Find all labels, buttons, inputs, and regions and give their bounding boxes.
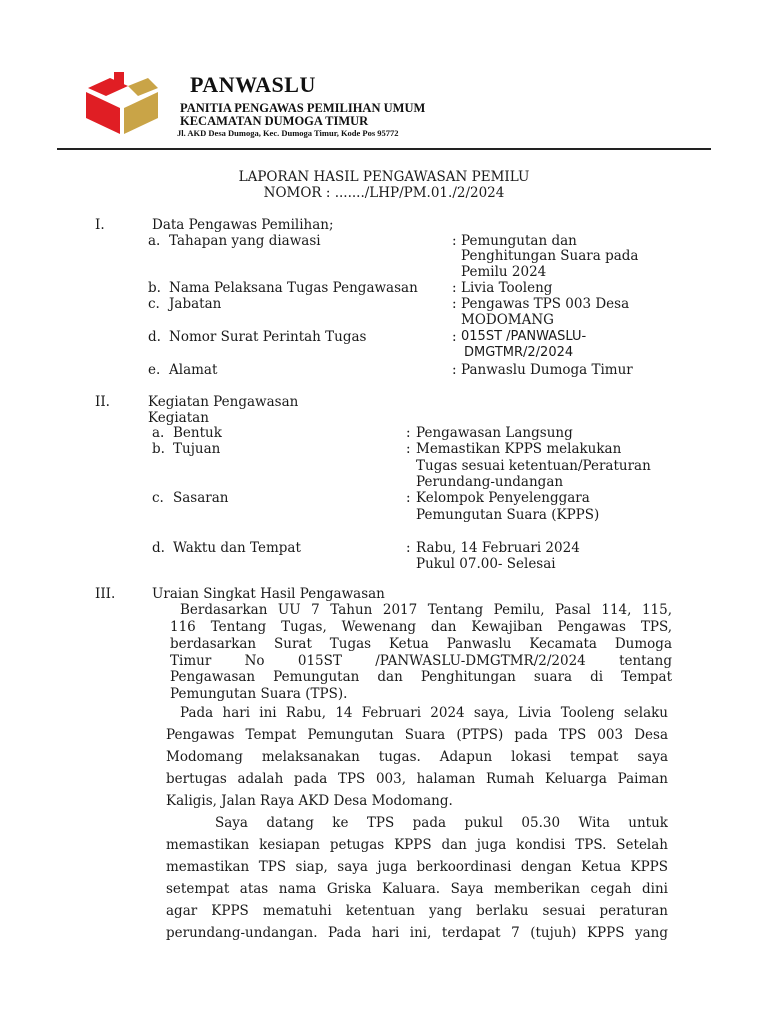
section-2-subheading: Kegiatan	[148, 410, 209, 426]
s2-item-value: Pukul 07.00- Selesai	[416, 556, 556, 572]
paragraph-2-line: Pada hari ini Rabu, 14 Februari 2024 saya, Livia Tooleng selaku	[180, 705, 668, 721]
report-title: LAPORAN HASIL PENGAWASAN PEMILU	[238, 169, 530, 185]
s1-item-value: 015ST /PANWASLU-	[461, 329, 587, 344]
s1-item-label: Jabatan	[169, 296, 222, 312]
s2-item-value: Perundang-undangan	[416, 474, 564, 490]
paragraph-3-line: setempat atas nama Griska Kaluara. Saya memberikan cegah dini	[166, 881, 668, 897]
paragraph-2-line: Kaligis, Jalan Raya AKD Desa Modomang.	[166, 793, 453, 809]
paragraph-1-line: Pengawasan Pemungutan dan Penghitungan suara di Tempat	[170, 669, 672, 685]
paragraph-3-line: memastikan TPS siap, saya juga berkoordinasi dengan Ketua KPPS	[166, 859, 668, 875]
s1-item-colon: :	[452, 233, 457, 249]
s2-item-value: Pengawasan Langsung	[416, 425, 573, 441]
s2-item-colon: :	[406, 540, 411, 556]
s2-item-letter: c.	[152, 490, 164, 506]
logo-box-left-face	[86, 92, 120, 134]
paragraph-1-line: 116 Tentang Tugas, Wewenang dan Kewajiban Pengawas TPS,	[170, 619, 672, 635]
s1-item-letter: a.	[148, 233, 161, 249]
paragraph-1-line: berdasarkan Surat Tugas Ketua Panwaslu Kecamata Dumoga	[170, 636, 672, 652]
s2-item-letter: a.	[152, 425, 165, 441]
paragraph-2-line: bertugas adalah pada TPS 003, halaman Rumah Keluarga Paiman	[166, 771, 668, 787]
s2-item-label: Waktu dan Tempat	[173, 540, 301, 556]
org-address: Jl. AKD Desa Dumoga, Kec. Dumoga Timur, Kode Pos 95772	[177, 128, 399, 138]
s1-item-letter: e.	[148, 362, 161, 378]
paragraph-2-line: Pengawas Tempat Pemungutan Suara (PTPS) pada TPS 003 Desa	[166, 727, 668, 743]
s1-item-value: Penghitungan Suara pada	[461, 248, 639, 264]
section-3-number: III.	[95, 586, 116, 602]
section-1-heading: Data Pengawas Pemilihan;	[152, 217, 334, 233]
s1-item-value: DMGTMR/2/2024	[464, 345, 574, 360]
section-3-heading: Uraian Singkat Hasil Pengawasan	[152, 586, 385, 602]
s2-item-value: Memastikan KPPS melakukan	[416, 441, 622, 457]
s1-item-colon: :	[452, 362, 457, 378]
paragraph-3-line: perundang-undangan. Pada hari ini, terdapat 7 (tujuh) KPPS yang	[166, 925, 668, 941]
paragraph-1-line: Pemungutan Suara (TPS).	[170, 686, 348, 702]
section-2-number: II.	[95, 394, 110, 410]
s2-item-label: Sasaran	[173, 490, 229, 506]
paragraph-2-line: Modomang melaksanakan tugas. Adapun lokasi tempat saya	[166, 749, 668, 765]
paragraph-1-line: Timur No 015ST /PANWASLU-DMGTMR/2/2024 tentang	[170, 653, 672, 669]
s1-item-letter: d.	[148, 329, 161, 345]
org-subtitle-1: PANITIA PENGAWAS PEMILIHAN UMUM	[180, 101, 426, 115]
s2-item-colon: :	[406, 425, 411, 441]
s2-item-label: Bentuk	[173, 425, 222, 441]
s1-item-colon: :	[452, 296, 457, 312]
org-name: PANWASLU	[190, 72, 316, 97]
paragraph-3-line: agar KPPS mematuhi ketentuan yang berlaku sesuai peraturan	[166, 903, 668, 919]
paragraph-3-line: Saya datang ke TPS pada pukul 05.30 Wita untuk	[215, 815, 668, 831]
s1-item-value: MODOMANG	[461, 312, 554, 328]
s1-item-letter: b.	[148, 280, 161, 296]
s1-item-label: Nomor Surat Perintah Tugas	[169, 329, 367, 345]
paragraph-3-line: memastikan kesiapan petugas KPPS dan juga kondisi TPS. Setelah	[166, 837, 668, 853]
s1-item-value: Livia Tooleng	[461, 280, 553, 296]
s1-item-label: Tahapan yang diawasi	[169, 233, 321, 249]
section-2-heading: Kegiatan Pengawasan	[148, 394, 299, 410]
s1-item-colon: :	[452, 329, 457, 345]
panwaslu-logo	[84, 70, 160, 136]
section-1-number: I.	[95, 217, 105, 233]
paragraph-1-line: Berdasarkan UU 7 Tahun 2017 Tentang Pemilu, Pasal 114, 115,	[180, 602, 672, 618]
s2-item-colon: :	[406, 441, 411, 457]
s2-item-value: Rabu, 14 Februari 2024	[416, 540, 580, 556]
logo-box-flap-right	[128, 78, 158, 96]
s1-item-label: Nama Pelaksana Tugas Pengawasan	[169, 280, 418, 296]
s1-item-value: Panwaslu Dumoga Timur	[461, 362, 633, 378]
s2-item-value: Kelompok Penyelenggara	[416, 490, 590, 506]
logo-box-right-face	[124, 92, 158, 134]
s2-item-label: Tujuan	[173, 441, 221, 457]
s1-item-value: Pemilu 2024	[461, 264, 547, 280]
header-divider	[57, 148, 711, 150]
s2-item-letter: d.	[152, 540, 165, 556]
s1-item-value: Pengawas TPS 003 Desa	[461, 296, 630, 312]
s1-item-colon: :	[452, 280, 457, 296]
s2-item-letter: b.	[152, 441, 165, 457]
s2-item-value: Tugas sesuai ketentuan/Peraturan	[416, 458, 651, 474]
s2-item-colon: :	[406, 490, 411, 506]
s1-item-value: Pemungutan dan	[461, 233, 577, 249]
s2-item-value: Pemungutan Suara (KPPS)	[416, 507, 600, 523]
org-subtitle-2: KECAMATAN DUMOGA TIMUR	[180, 114, 369, 128]
report-number: NOMOR : ......./LHP/PM.01./2/2024	[263, 185, 505, 201]
s1-item-letter: c.	[148, 296, 160, 312]
s1-item-label: Alamat	[169, 362, 218, 378]
logo-ballot	[114, 72, 124, 88]
